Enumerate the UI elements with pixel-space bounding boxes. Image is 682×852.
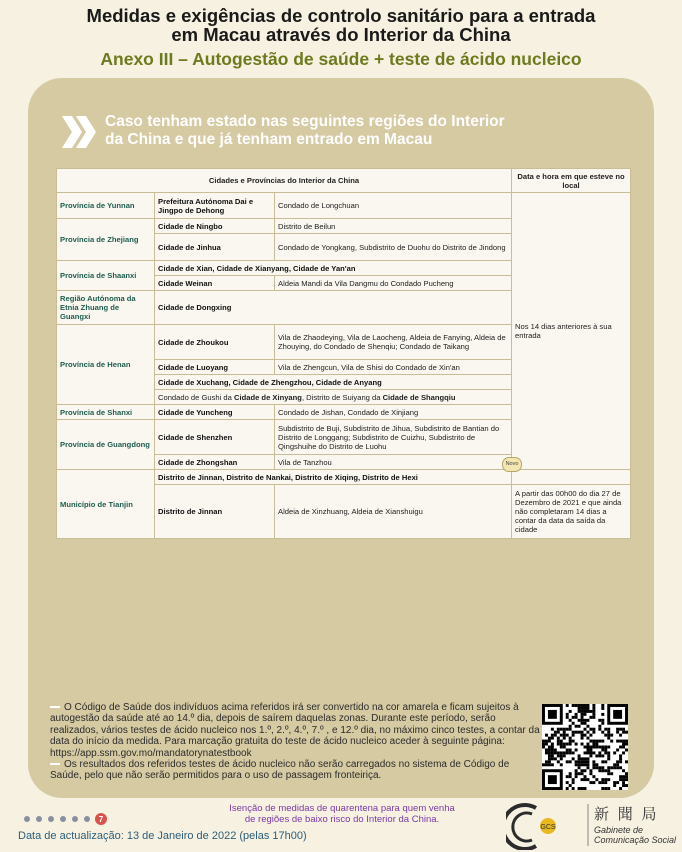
city-cell: Cidade de Shenzhen: [155, 420, 275, 455]
logo-pt-line-2: Comunicação Social: [594, 835, 677, 845]
date-cell: Nos 14 dias anteriores à sua entrada: [512, 193, 631, 470]
area-cell: Aldeia Mandi da Vila Dangmu do Condado Pucheng: [275, 276, 512, 291]
note-2: [50, 759, 540, 782]
city-cell: Prefeitura Autónoma Dai e Jingpo de Dehong: [155, 193, 275, 219]
province-cell: Município de Tianjin: [57, 470, 155, 539]
page-dot: [72, 816, 78, 822]
page-indicator: [22, 812, 122, 826]
gushi-part-1: Condado de Gushi da: [158, 392, 234, 402]
page-number: 7: [98, 815, 104, 824]
col-header-cities: Cidades e Províncias do Interior da China: [57, 169, 512, 193]
province-cell: Província de Shanxi: [57, 405, 155, 420]
area-cell: Vila de Tanzhou: [275, 455, 512, 470]
city-cell: Cidade de Dongxing: [155, 291, 512, 325]
city-cell: Cidade de Ningbo: [155, 219, 275, 234]
province-cell: Província de Guangdong: [57, 420, 155, 470]
area-cell: Distrito de Beilun: [275, 219, 512, 234]
province-cell: Província de Shaanxi: [57, 261, 155, 291]
title-line-2: em Macau através do Interior da China: [171, 24, 511, 45]
city-cell: Distrito de Jinnan: [155, 485, 275, 539]
page-subtitle: Anexo III – Autogestão de saúde + teste de ácido nucleico: [100, 49, 582, 69]
note-1: [50, 702, 540, 748]
gushi-part-2: Cidade de Xinyang: [234, 392, 302, 402]
page-title: [0, 6, 682, 44]
city-cell: Cidade de Xian, Cidade de Xianyang, Cidade de Yan'an: [155, 261, 512, 276]
update-date: Data de actualização: 13 de Janeiro de 2022 (pelas 17h00): [18, 830, 307, 842]
bullet-dash: [50, 706, 60, 708]
area-cell: Vila de Zhaodeying, Vila de Laocheng, Aldeia de Fanying, Aldeia de Zhouying, do Condado de Shenqiu; Condado de Taikang: [275, 325, 512, 360]
qr-code-icon[interactable]: [542, 704, 628, 790]
area-cell: Condado de Yongkang, Subdistrito de Duohu do Distrito de Jindong: [275, 234, 512, 261]
section-heading-line-1: Caso tenham estado nas seguintes regiões do Interior: [105, 113, 505, 130]
logo-pt-line-1: Gabinete de: [594, 825, 644, 835]
page-dot: [60, 816, 66, 822]
province-cell: Província de Henan: [57, 325, 155, 405]
area-cell: [155, 390, 512, 405]
city-cell: Cidade Weinan: [155, 276, 275, 291]
page-dot: [36, 816, 42, 822]
area-cell: Subdistrito de Buji, Subdistrito de Jihua, Subdistrito de Bantian do Distrito de Longgang; Subdistrito de Cuizhu, Subdistrito de Qingshuihe do Distrito de Luohu: [275, 420, 512, 455]
city-cell: Cidade de Zhoukou: [155, 325, 275, 360]
new-badge: Novo: [502, 457, 522, 472]
note-1-text: O Código de Saúde dos indivíduos acima referidos irá ser convertido na cor amarela e ficam sujeitos à autogestão da saúde até ao 14.º dia, depois de saírem daquelas zonas. Durante este período, serão realizados, vários testes de ácido nucleico nos 1.º, 2.º, 4.º, 7.º , e 12.º dia, no máximo cinco testes, a contar da data do início da medida. Para marcação gratuita do teste de ácido nucleico aceder à seguinte página:: [50, 702, 540, 748]
gushi-part-3: , Distrito de Suiyang da: [301, 392, 383, 402]
bullet-dash: [50, 763, 60, 765]
note-url[interactable]: https://app.ssm.gov.mo/mandatorynatestbook: [50, 747, 252, 759]
logo-portuguese: [594, 825, 676, 845]
province-cell: Província de Zhejiang: [57, 219, 155, 261]
svg-text:GCS: GCS: [540, 824, 556, 831]
area-cell: Vila de Zhengcun, Vila de Shisi do Condado de Xin'an: [275, 360, 512, 375]
city-cell: Distrito de Jinnan, Distrito de Nankai, Distrito de Xiqing, Distrito de Hexi: [155, 470, 512, 485]
gushi-part-4: Cidade de Shangqiu: [382, 392, 456, 402]
regions-table: [56, 168, 631, 539]
date-cell-empty: [512, 470, 631, 485]
province-cell: Região Autónoma da Etnia Zhuang de Guangxi: [57, 291, 155, 325]
footer-note-line-2: de regiões de baixo risco do Interior da China.: [244, 814, 440, 825]
city-cell: Cidade de Yuncheng: [155, 405, 275, 420]
double-chevron-icon: [60, 114, 100, 150]
area-cell: Condado de Longchuan: [275, 193, 512, 219]
page-dot: [84, 816, 90, 822]
city-cell: Cidade de Zhongshan: [155, 455, 275, 470]
page-dot: [24, 816, 30, 822]
page-dot: [48, 816, 54, 822]
province-cell: Província de Yunnan: [57, 193, 155, 219]
section-heading-line-2: da China e que já tenham entrado em Macau: [105, 131, 433, 148]
area-cell: Condado de Jishan, Condado de Xinjiang: [275, 405, 512, 420]
notes: [50, 702, 540, 782]
area-cell: Aldeia de Xinzhuang, Aldeia de Xianshuigu: [275, 485, 512, 539]
city-cell: Cidade de Jinhua: [155, 234, 275, 261]
title-line-1: Medidas e exigências de controlo sanitário para a entrada: [86, 5, 596, 26]
note-2-text: Os resultados dos referidos testes de ácido nucleico não serão carregados no sistema de Código de Saúde, pelo que não serão permitidos para o uso de passagem fronteiriça.: [50, 759, 510, 782]
logo-chinese: 新 聞 局: [594, 805, 659, 823]
col-header-date: Data e hora em que esteve no local: [512, 169, 631, 193]
footer-note: [172, 803, 512, 825]
section-heading: [105, 113, 635, 149]
city-cell: Cidade de Xuchang, Cidade de Zhengzhou, Cidade de Anyang: [155, 375, 512, 390]
footer-note-line-1: Isenção de medidas de quarentena para quem venha: [229, 803, 455, 814]
date-cell-tianjin: A partir das 00h00 do dia 27 de Dezembro de 2021 e que ainda não completaram 14 dias a contar da data da saída da cidade: [512, 485, 631, 539]
city-cell: Cidade de Luoyang: [155, 360, 275, 375]
